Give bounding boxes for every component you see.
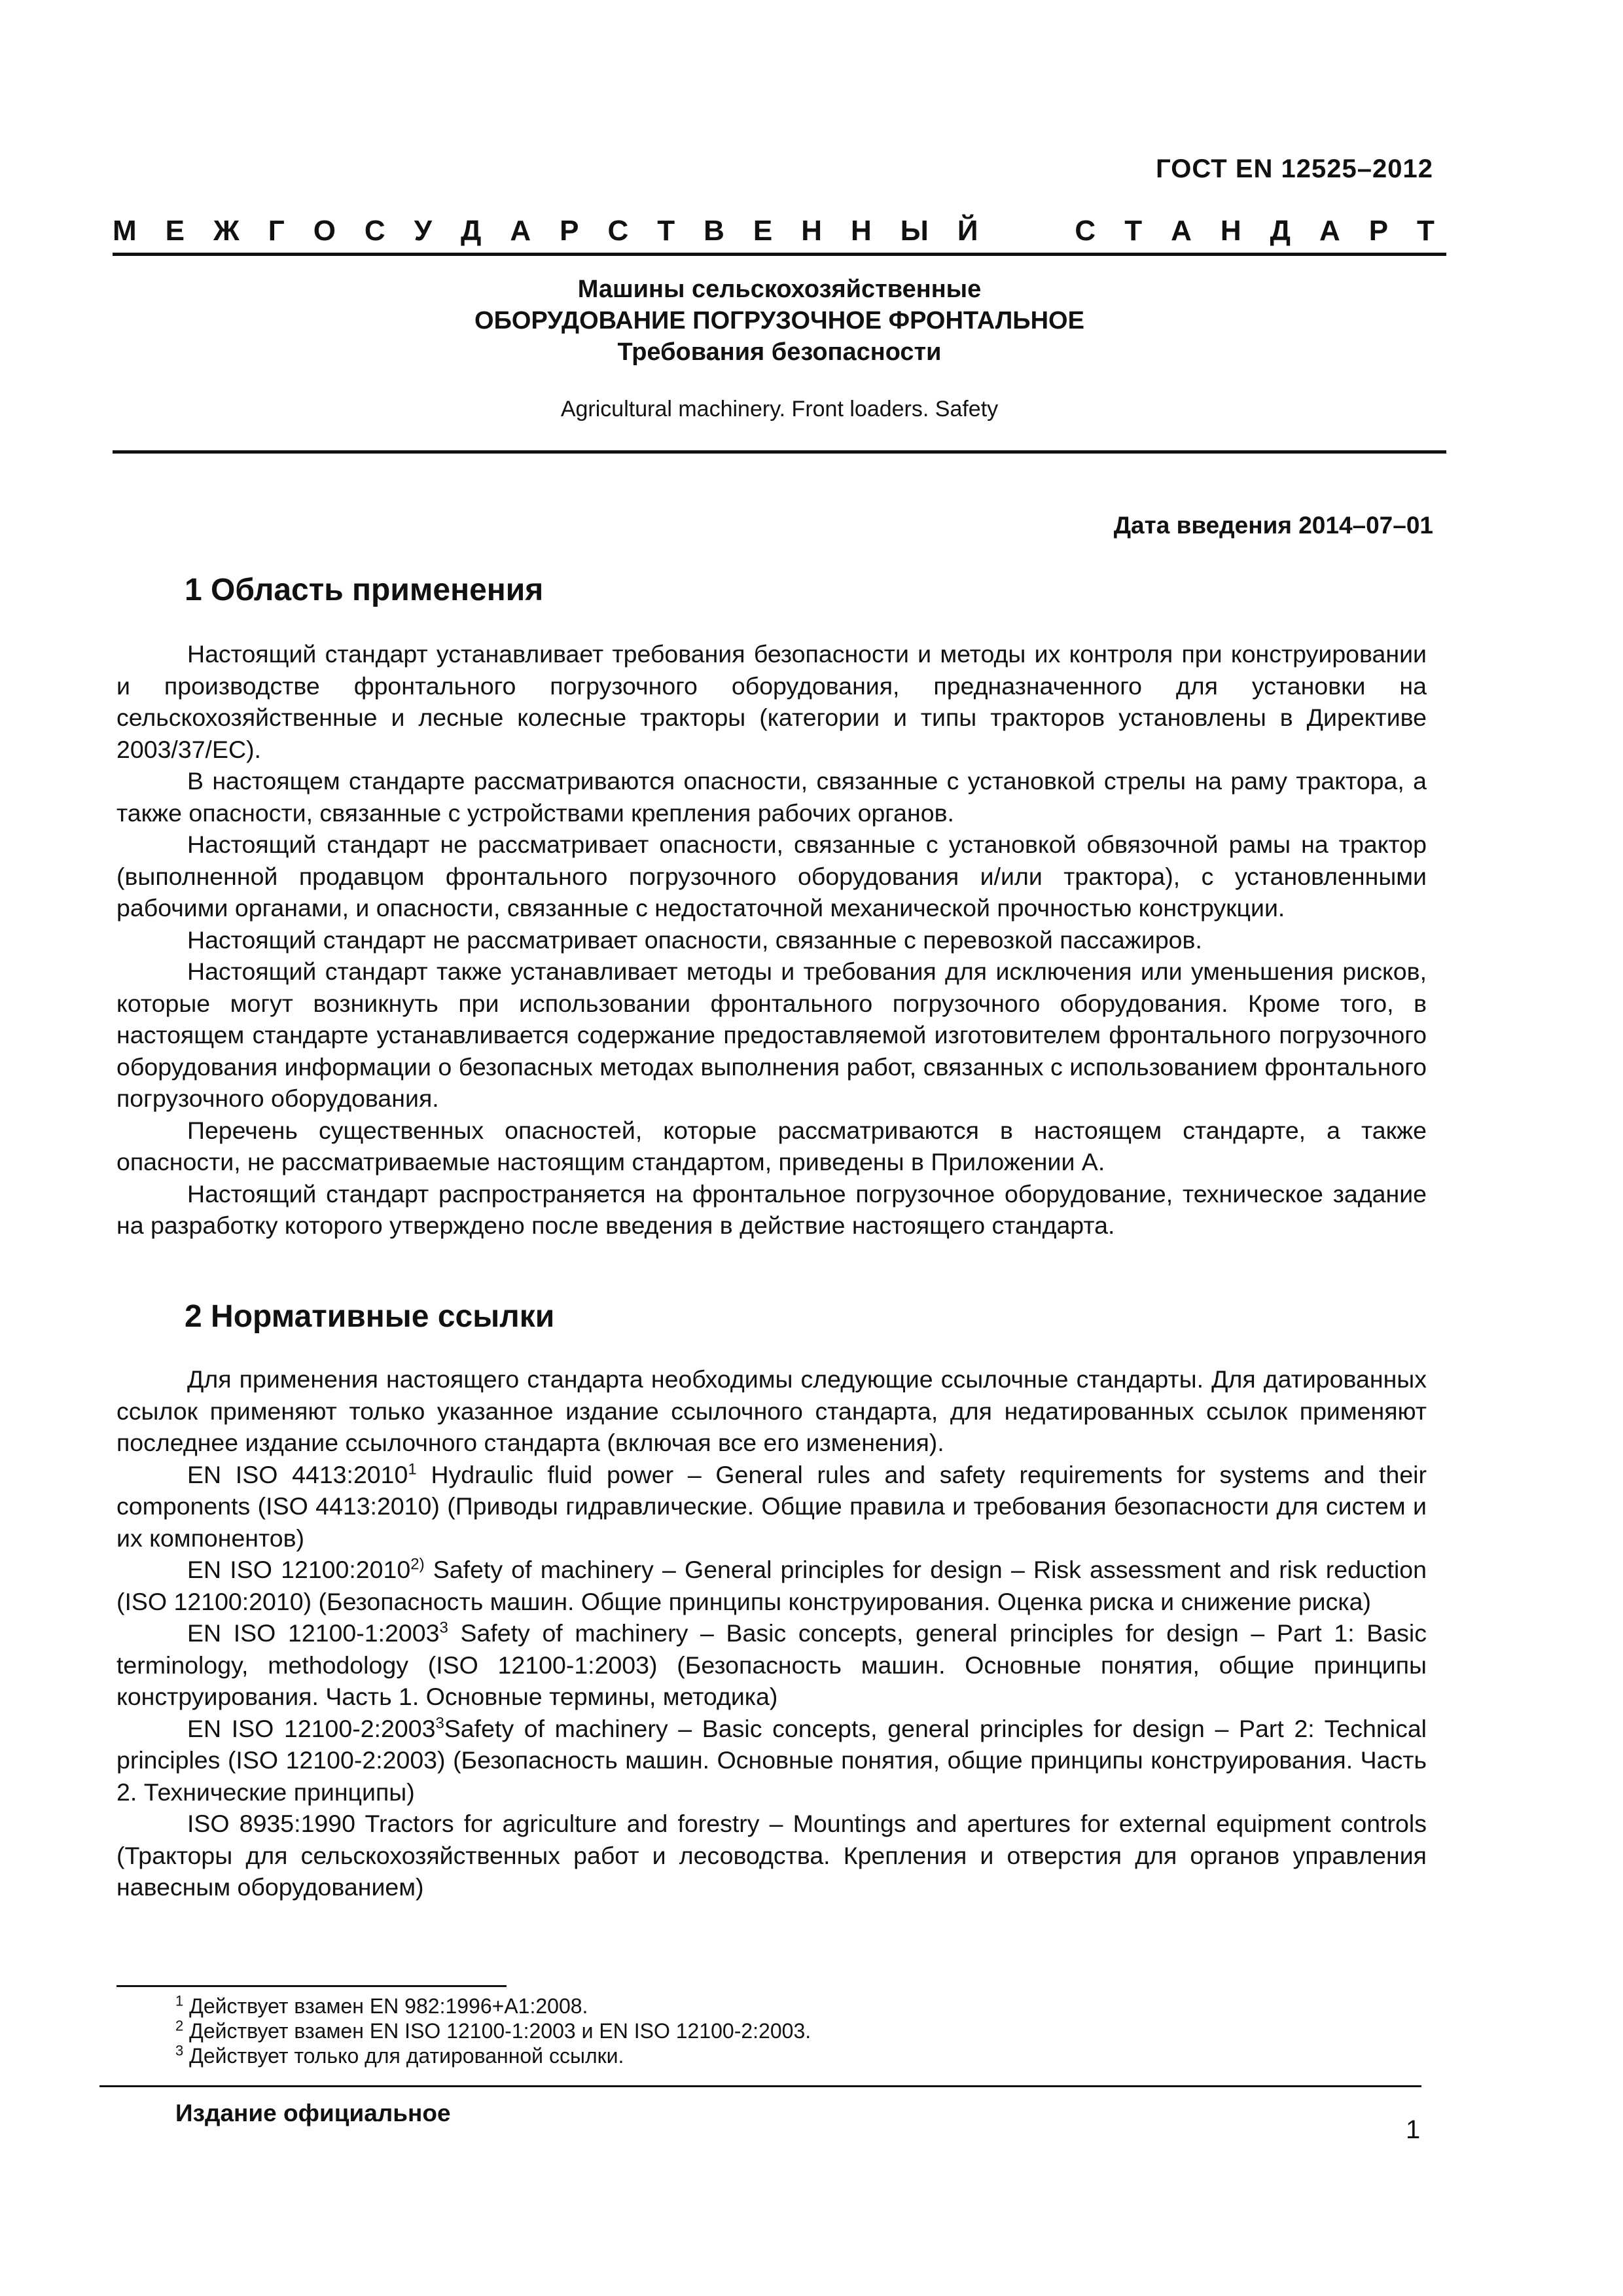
reference-item: [116, 1808, 1427, 1903]
banner-letter: Н: [801, 215, 823, 247]
footnotes: [175, 1994, 811, 2068]
banner-letter: Е: [753, 215, 773, 247]
reference-text: Safety of machinery – Basic concepts, general principles for design – Part 2: Technical principles (ISO 12100-2:2003) (Безопасность машин. Основные понятия, общие принципы конструирования. Часть 2. Технические принципы): [116, 1714, 1427, 1806]
paragraph: Настоящий стандарт не рассматривает опасности, связанные с перевозкой пассажиров.: [187, 925, 1202, 954]
paragraph: Настоящий стандарт устанавливает требования безопасности и методы их контроля при конструировании и производстве фронтального погрузочного оборудования, предназначенного для установки на сельскохозяйственные и лесные колесные тракторы (категории и типы тракторов установлены в Директиве 2003/37/ЕС).: [116, 640, 1427, 763]
banner-letter: Е: [165, 215, 185, 247]
banner-letter: Р: [560, 215, 579, 247]
reference-code: EN ISO 12100-1:2003: [187, 1619, 440, 1647]
introduction-date: Дата введения 2014–07–01: [1113, 512, 1433, 539]
banner-letter: Н: [1220, 215, 1241, 247]
reference-code: EN ISO 4413:2010: [187, 1460, 408, 1488]
section-2-heading: 2 Нормативные ссылки: [185, 1299, 555, 1334]
paragraph: Настоящий стандарт также устанавливает методы и требования для исключения или уменьшения рисков, которые могут возникнуть при использовании фронтального погрузочного оборудования. Кроме того, в настоящем стандарте устанавливается содержание предоставляемой изготовителем фронтального погрузочного оборудования информации о безопасных методах выполнения работ, связанных с использованием фронтального погрузочного оборудования.: [116, 958, 1427, 1112]
banner-letter: С: [1075, 215, 1096, 247]
banner-letter: О: [313, 215, 336, 247]
footnote-text: Действует взамен EN ISO 12100-1:2003 и EN ISO 12100-2:2003.: [183, 2019, 812, 2043]
reference-code: EN ISO 12100-2:2003: [187, 1714, 436, 1742]
reference-text: Safety of machinery – General principles for design – Risk assessment and risk reduction (ISO 12100:2010) (Безопасность машин. Общие принципы конструирования. Оценка риска и снижение риска): [116, 1556, 1427, 1615]
banner-letter: Ж: [213, 215, 240, 247]
footnote-mark: 2): [410, 1555, 425, 1573]
section-1-body: [116, 638, 1427, 1242]
footnote-number: 1: [175, 1992, 184, 2009]
section-2-body: [116, 1363, 1427, 1903]
footnote: [175, 2018, 811, 2043]
footnote-mark: 3: [435, 1714, 444, 1732]
banner-letter: У: [414, 215, 433, 247]
banner-letter: С: [607, 215, 629, 247]
banner-letter: Т: [657, 215, 675, 247]
banner-letter: В: [704, 215, 724, 247]
reference-code: EN ISO 12100:2010: [187, 1556, 411, 1583]
footnote-mark: 3: [439, 1619, 448, 1637]
footnote-number: 3: [175, 2042, 184, 2059]
footer-rule: [99, 2085, 1421, 2087]
paragraph: Перечень существенных опасностей, которые рассматриваются в настоящем стандарте, а также опасности, не рассматриваемые настоящим стандартом, приведены в Приложении А.: [116, 1116, 1427, 1175]
footnote-separator: [116, 1985, 507, 1987]
banner-letter: Н: [851, 215, 872, 247]
reference-text: Safety of machinery – Basic concepts, general principles for design – Part 1: Basic terminology, methodology (ISO 12100-1:2003) (Безопасность машин. Основные понятия, общие принципы конструирования. Часть 1. Основные термины, методика): [116, 1619, 1427, 1710]
reference-text: Hydraulic fluid power – General rules and safety requirements for systems and their components (ISO 4413:2010) (Приводы гидравлические. Общие правила и требования безопасности для систем и их компонентов): [116, 1460, 1427, 1552]
reference-text: Tractors for agriculture and forestry – Mountings and apertures for external equipment controls (Тракторы для сельскохозяйственных работ и лесоводства. Крепления и отверстия для органов управления навесным оборудованием): [116, 1810, 1427, 1901]
banner-letter: Т: [1124, 215, 1143, 247]
banner-letter: Г: [268, 215, 285, 247]
document-code: ГОСТ EN 12525–2012: [1156, 154, 1433, 183]
footnote-mark: 1: [408, 1460, 417, 1478]
reference-item: [116, 1459, 1427, 1554]
reference-code: ISO 8935:1990: [187, 1810, 355, 1837]
edition-label: Издание официальное: [175, 2100, 451, 2126]
footnote-number: 2: [175, 2017, 184, 2034]
footnote: [175, 1994, 811, 2018]
banner-letter: А: [1319, 215, 1340, 247]
title-rule: [113, 450, 1446, 454]
page-number: 1: [1406, 2115, 1421, 2144]
banner-letter: С: [364, 215, 385, 247]
section-1-heading: 1 Область применения: [185, 573, 544, 607]
paragraph: В настоящем стандарте рассматриваются опасности, связанные с установкой стрелы на раму трактора, а также опасности, связанные с устройствами крепления рабочих органов.: [116, 767, 1427, 827]
banner-letter: Ы: [900, 215, 929, 247]
banner-letter: А: [510, 215, 531, 247]
interstate-standard-banner: [113, 215, 1435, 247]
footnote-text: Действует только для датированной ссылки.: [183, 2044, 624, 2068]
header-rule: [113, 253, 1446, 256]
paragraph: Настоящий стандарт не рассматривает опасности, связанные с установкой обвязочной рамы на трактор (выполненной продавцом фронтального погрузочного оборудования и/или трактора), с установленными рабочими органами, и опасности, связанные с недостаточной механической прочностью конструкции.: [116, 831, 1427, 922]
reference-item: [116, 1554, 1427, 1617]
banner-letter: Р: [1368, 215, 1389, 247]
title-line-2: ОБОРУДОВАНИЕ ПОГРУЗОЧНОЕ ФРОНТАЛЬНОЕ: [474, 307, 1084, 334]
english-title: Agricultural machinery. Front loaders. Safety: [560, 397, 999, 422]
footnote: [175, 2043, 811, 2068]
banner-letter: Й: [957, 215, 978, 247]
reference-item: [116, 1713, 1427, 1808]
footnote-text: Действует взамен EN 982:1996+A1:2008.: [183, 1994, 588, 2018]
reference-item: [116, 1617, 1427, 1713]
paragraph: Для применения настоящего стандарта необходимы следующие ссылочные стандарты. Для датированных ссылок применяют только указанное издание ссылочного стандарта, для недатированных ссылок применяют последнее издание ссылочного стандарта (включая все его изменения).: [116, 1365, 1427, 1456]
banner-letter: Д: [461, 215, 482, 247]
title-line-3: Требования безопасности: [617, 338, 942, 366]
banner-letter: Д: [1270, 215, 1291, 247]
banner-letter: Т: [1417, 215, 1435, 247]
document-title-block: [113, 274, 1446, 368]
banner-gap: [1007, 215, 1046, 247]
title-line-1: Машины сельскохозяйственные: [577, 276, 982, 303]
paragraph: Настоящий стандарт распространяется на фронтальное погрузочное оборудование, техническое задание на разработку которого утверждено после введения в действие настоящего стандарта.: [116, 1179, 1427, 1239]
banner-letter: А: [1171, 215, 1192, 247]
banner-letter: М: [113, 215, 137, 247]
